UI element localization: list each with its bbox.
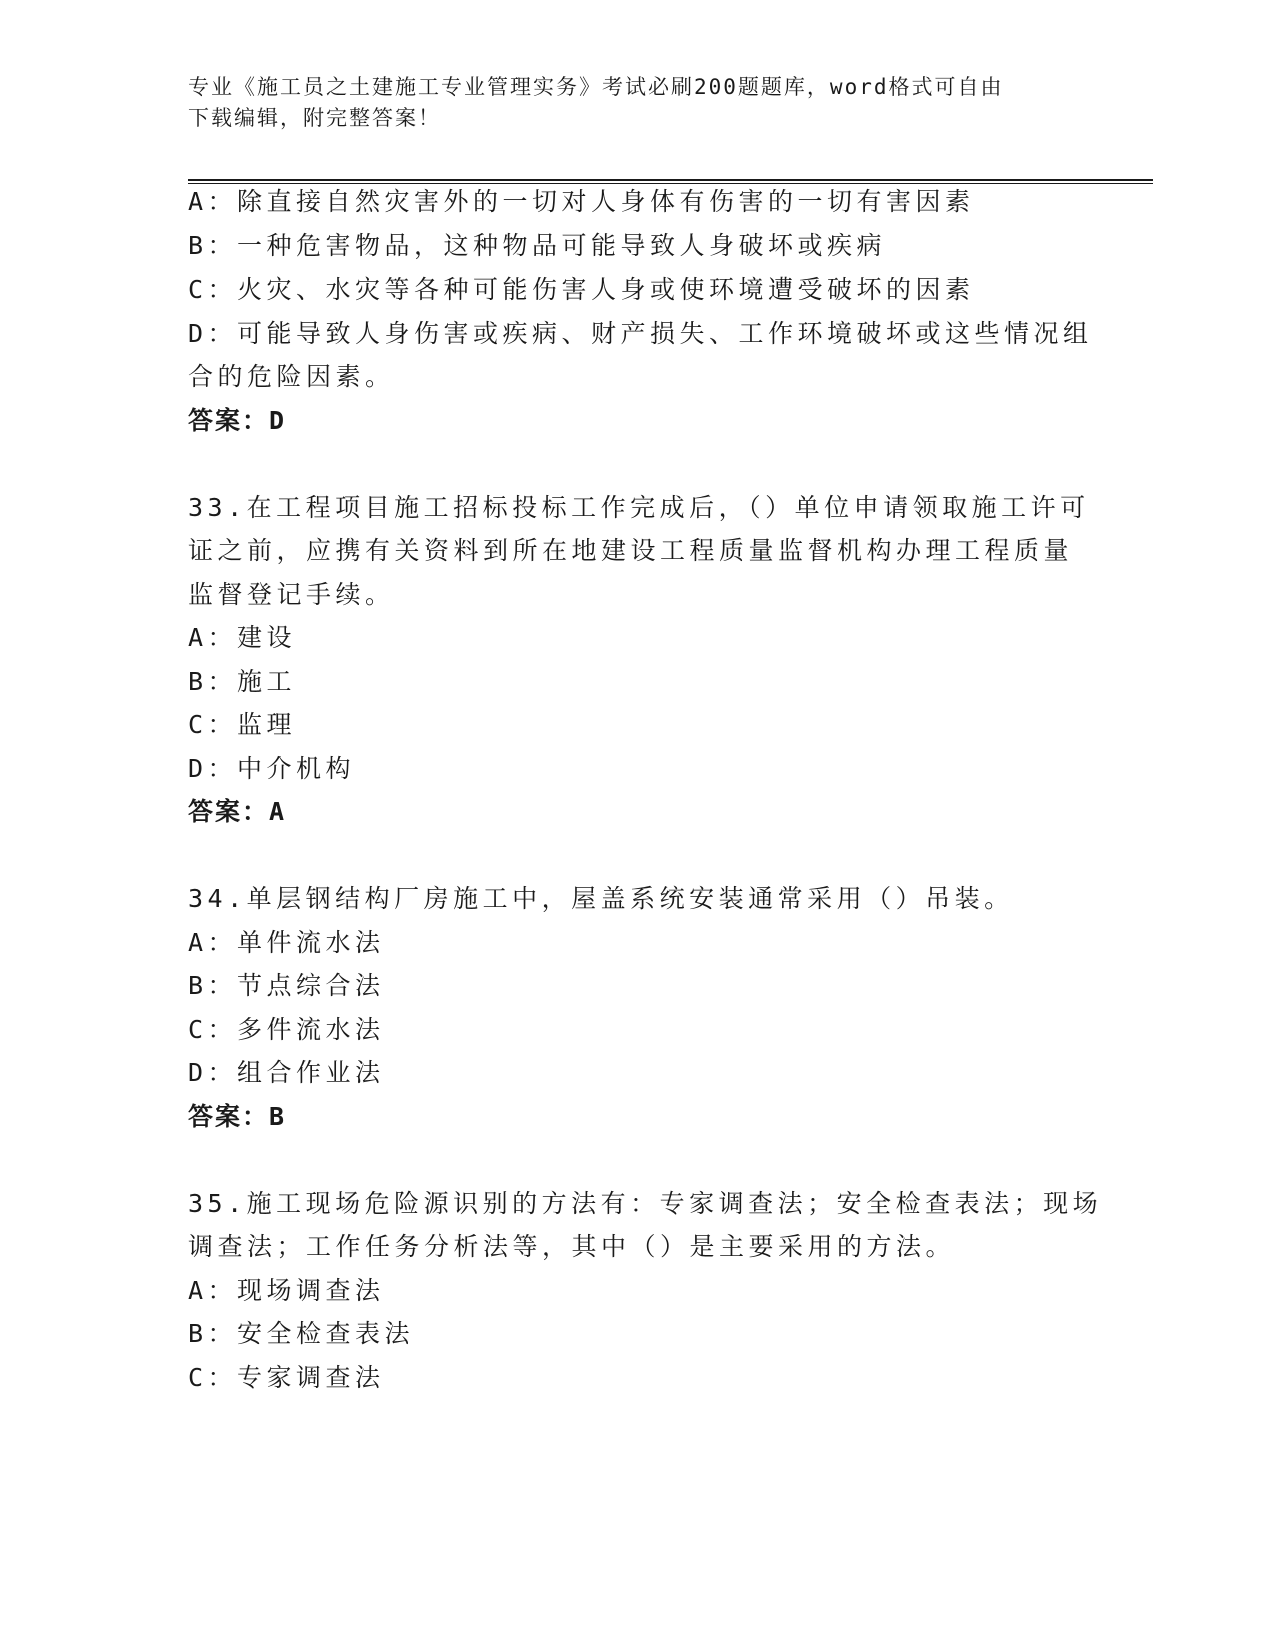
q33-stem-line-1: 33.在工程项目施工招标投标工作完成后，（）单位申请领取施工许可 xyxy=(188,493,1090,522)
q35-stem-line-2: 调查法；工作任务分析法等，其中（）是主要采用的方法。 xyxy=(188,1232,956,1261)
q33-option-d: D：中介机构 xyxy=(188,754,356,783)
q35-option-a: A：现场调查法 xyxy=(188,1276,385,1305)
q33-option-a: A：建设 xyxy=(188,623,297,652)
q34-stem-line-1: 34.单层钢结构厂房施工中，屋盖系统安装通常采用（）吊装。 xyxy=(188,884,1014,913)
q35-option-b: B：安全检查表法 xyxy=(188,1319,415,1348)
q32-option-d-line-1: D：可能导致人身伤害或疾病、财产损失、工作环境破坏或这些情况组 xyxy=(188,319,1093,348)
q32-option-b: B：一种危害物品，这种物品可能导致人身破坏或疾病 xyxy=(188,231,887,260)
q35-option-c: C：专家调查法 xyxy=(188,1363,385,1392)
q33-answer: 答案：A xyxy=(188,797,287,826)
q32-option-c: C：火灾、水灾等各种可能伤害人身或使环境遭受破坏的因素 xyxy=(188,275,975,304)
q32-answer: 答案：D xyxy=(188,406,287,435)
header-line-2: 下载编辑，附完整答案！ xyxy=(188,106,441,130)
document-header xyxy=(188,72,1068,134)
q33-stem-line-2: 证之前，应携有关资料到所在地建设工程质量监督机构办理工程质量 xyxy=(188,536,1074,565)
q35-stem-line-1: 35.施工现场危险源识别的方法有：专家调查法；安全检查表法；现场 xyxy=(188,1189,1103,1218)
q32-option-a: A：除直接自然灾害外的一切对人身体有伤害的一切有害因素 xyxy=(188,187,975,216)
q34-answer: 答案：B xyxy=(188,1102,287,1131)
q34-option-b: B：节点综合法 xyxy=(188,971,385,1000)
q34-option-c: C：多件流水法 xyxy=(188,1015,385,1044)
header-divider-thin xyxy=(188,183,1153,184)
q34-option-d: D：组合作业法 xyxy=(188,1058,385,1087)
q34-option-a: A：单件流水法 xyxy=(188,928,385,957)
header-line-1: 专业《施工员之土建施工专业管理实务》考试必刷200题题库，word格式可自由 xyxy=(188,75,1004,99)
header-divider-thick xyxy=(188,179,1153,181)
q33-option-c: C：监理 xyxy=(188,710,297,739)
q33-option-b: B：施工 xyxy=(188,667,297,696)
q33-stem-line-3: 监督登记手续。 xyxy=(188,580,395,609)
q32-option-d-line-2: 合的危险因素。 xyxy=(188,362,395,391)
